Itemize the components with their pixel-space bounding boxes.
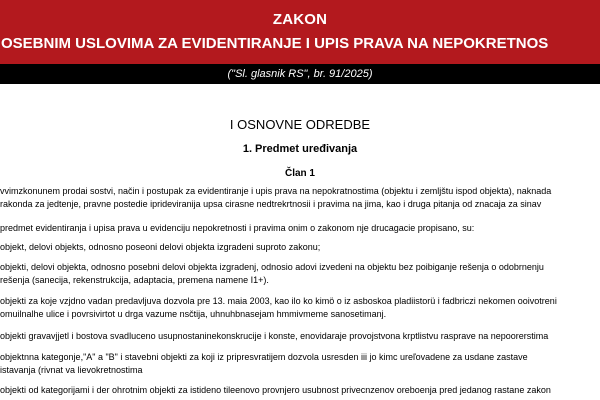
law-subtitle: OSEBNIM USLOVIMA ZA EVIDENTIRANJE I UPIS PRAVA NA NEPOKRETNOS — [1, 35, 549, 52]
article-heading: Član 1 — [284, 168, 315, 179]
section-title: I OSNOVNE ODREDBE — [229, 117, 371, 132]
paragraph-line: vvimzkonunem prodai sostvi, način i postupak za evidentiranje i upis prava na nepokratnostima (objektu i zemljštu ispod objekta), naknada — [0, 186, 552, 196]
sub-title: 1. Predmet uređivanja — [242, 143, 358, 155]
paragraph-line: rešenja (sanecija, rekenstrukcija, adaptacia, premena namene I1+). — [0, 275, 269, 285]
paragraph-line: predmet evidentiranja i upisa prava u evidenciju nepokretnosti i pravima onim o zakonom nje drucagacie propisano, su: — [0, 223, 475, 233]
paragraph-line: rakonda za jedtenje, pravne postedie iprideviranija upsa cirasne nedtrekrtnosii i pravima na jima, kao i druga pitanja od znacaja za sinav — [0, 199, 542, 209]
paragraph-line: objektnna kategonje,"A" a "B" i stavebni objekti za koji iz pripresvratijem dozvola usresden iii jo kimc ureľovadene za usdane zastave — [0, 352, 528, 362]
gazette-reference: ("Sl. glasnik RS", br. 91/2025) — [0, 64, 600, 84]
paragraph-line: objekti, delovi objekta, odnosno posebni delovi objekta izgradenj, odnosio adovi izvedeni na objektu bez poibiganje rešenja o odobrnenju — [0, 262, 544, 272]
paragraph-line: objekti za koje vzjdno vadan predavljuva dozvola pre 13. maia 2003, kao ilo ko kimö o iz asboskoa pladiistorü i fadbriczi nekomen ooivotreni — [0, 296, 557, 306]
document-header — [0, 0, 600, 64]
paragraph-line: objekti gravavjjetl i bostova svadluceno usupnostaninekonskrucije i konste, enovidaraje provojstvona krptlistvu rasprave na nepoorerstima — [0, 331, 549, 341]
paragraph-line: istavanja (rivnat va lievokretnostima — [0, 365, 143, 375]
paragraph-line: omuilnalhe ulice i povrsivirtot u drga vazume nsčtija, uhnuhbnasejam hmmivmeme sanosetimanj. — [0, 309, 387, 319]
law-title: ZAKON — [272, 11, 328, 28]
paragraph-line: objekti od kategorijami i der ohrotnim objekti za istideno tileenovo provnjero usubnost privecnzenov oreboenja pred jedanog rastane zakon — [0, 385, 551, 395]
paragraph-line: objekt, delovi objekts, odnosno poseoni delovi objekta izgradeni suproto zakonu; — [0, 242, 321, 252]
